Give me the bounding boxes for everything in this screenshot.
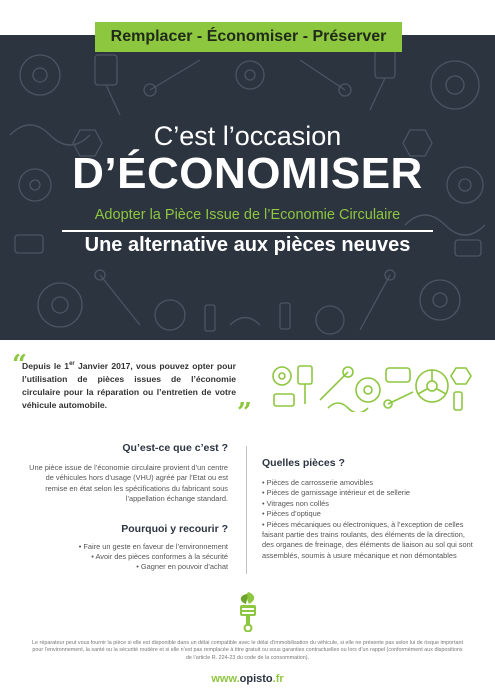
footer-legal-note: Le réparateur peut vous fournir la pièce si elle est disponible dans un délai compatible avec le délai d’immobilisation du véhicule, si elle ne présente pas selon lui de risque important pour l’environnement, la santé ou la sécurité routière et si elle n’est pas remplacée à titre gratuit ou sous garanties contractuelles ou lors d’un rappel (conformément aux dispositions de l’article R. 224-23 du code de la consommation). bbox=[32, 640, 463, 661]
list-item: • Vitrages non collés bbox=[262, 498, 329, 508]
which-list bbox=[262, 478, 477, 561]
website-link[interactable] bbox=[0, 673, 495, 685]
whatis-body: Une pièce issue de l’économie circulaire provient d’un centre de véhicules hors d’usage (VHU) agréé par l’Etat ou est remise en état selon les spécifications du fabricant sous l’appellation échange standard. bbox=[29, 463, 228, 504]
column-divider bbox=[246, 446, 247, 574]
quote-close-icon: ” bbox=[237, 397, 252, 428]
website-domain: opisto bbox=[239, 673, 273, 685]
hero-tagline: Une alternative aux pièces neuves bbox=[84, 234, 411, 256]
piston-leaf-logo-icon bbox=[233, 590, 263, 632]
hero-heading-large: D’ÉCONOMISER bbox=[72, 149, 423, 198]
quote-text-sup: er bbox=[69, 361, 75, 367]
hero-subheading: Adopter la Pièce Issue de l’Economie Circulaire bbox=[94, 207, 401, 223]
list-item: • Pièces d’optique bbox=[262, 509, 321, 519]
intro-quote-text bbox=[14, 358, 236, 412]
list-item: • Avoir des pièces conformes à la sécurité bbox=[91, 552, 228, 562]
left-column bbox=[28, 442, 228, 573]
list-item: • Faire un geste en faveur de l’environnement bbox=[78, 541, 228, 551]
website-suffix: .fr bbox=[272, 673, 284, 685]
intro-quote bbox=[12, 350, 252, 428]
hero-text-block bbox=[0, 35, 495, 340]
hero-heading-small: C’est l’occasion bbox=[153, 121, 342, 151]
website-prefix: www. bbox=[211, 673, 240, 685]
hero-divider bbox=[62, 230, 433, 232]
why-list bbox=[28, 542, 228, 573]
list-item: • Gagner en pouvoir d’achat bbox=[136, 562, 228, 572]
hero-section bbox=[0, 35, 495, 340]
whatis-title: Qu’est-ce que c’est ? bbox=[122, 442, 228, 454]
quote-open-icon: “ bbox=[12, 350, 27, 380]
quote-text-part1: Depuis le 1 bbox=[22, 360, 70, 371]
why-title: Pourquoi y recourir ? bbox=[121, 522, 228, 535]
top-banner: Remplacer - Économiser - Préserver bbox=[95, 22, 402, 52]
list-item: • Pièces mécaniques ou électroniques, à l’exception de celles faisant partie des trains roulants, des éléments de la direction, des organes de freinage, des éléments de liaison au sol qui sont assemblés, soumis à usure mécanique et non démontables bbox=[262, 519, 473, 560]
quote-text-part2: Janvier 2017, vous pouvez opter pour l’utilisation de pièces issues de l’économie circulaire pour la réparation ou l’entretien de votre véhicule automobile. bbox=[22, 360, 237, 410]
auto-parts-illustration bbox=[268, 360, 476, 412]
list-item: • Pièces de garnissage intérieur et de sellerie bbox=[262, 488, 411, 498]
which-title: Quelles pièces ? bbox=[262, 457, 345, 469]
list-item: • Pièces de carrosserie amovibles bbox=[262, 478, 374, 487]
right-column bbox=[262, 457, 477, 561]
